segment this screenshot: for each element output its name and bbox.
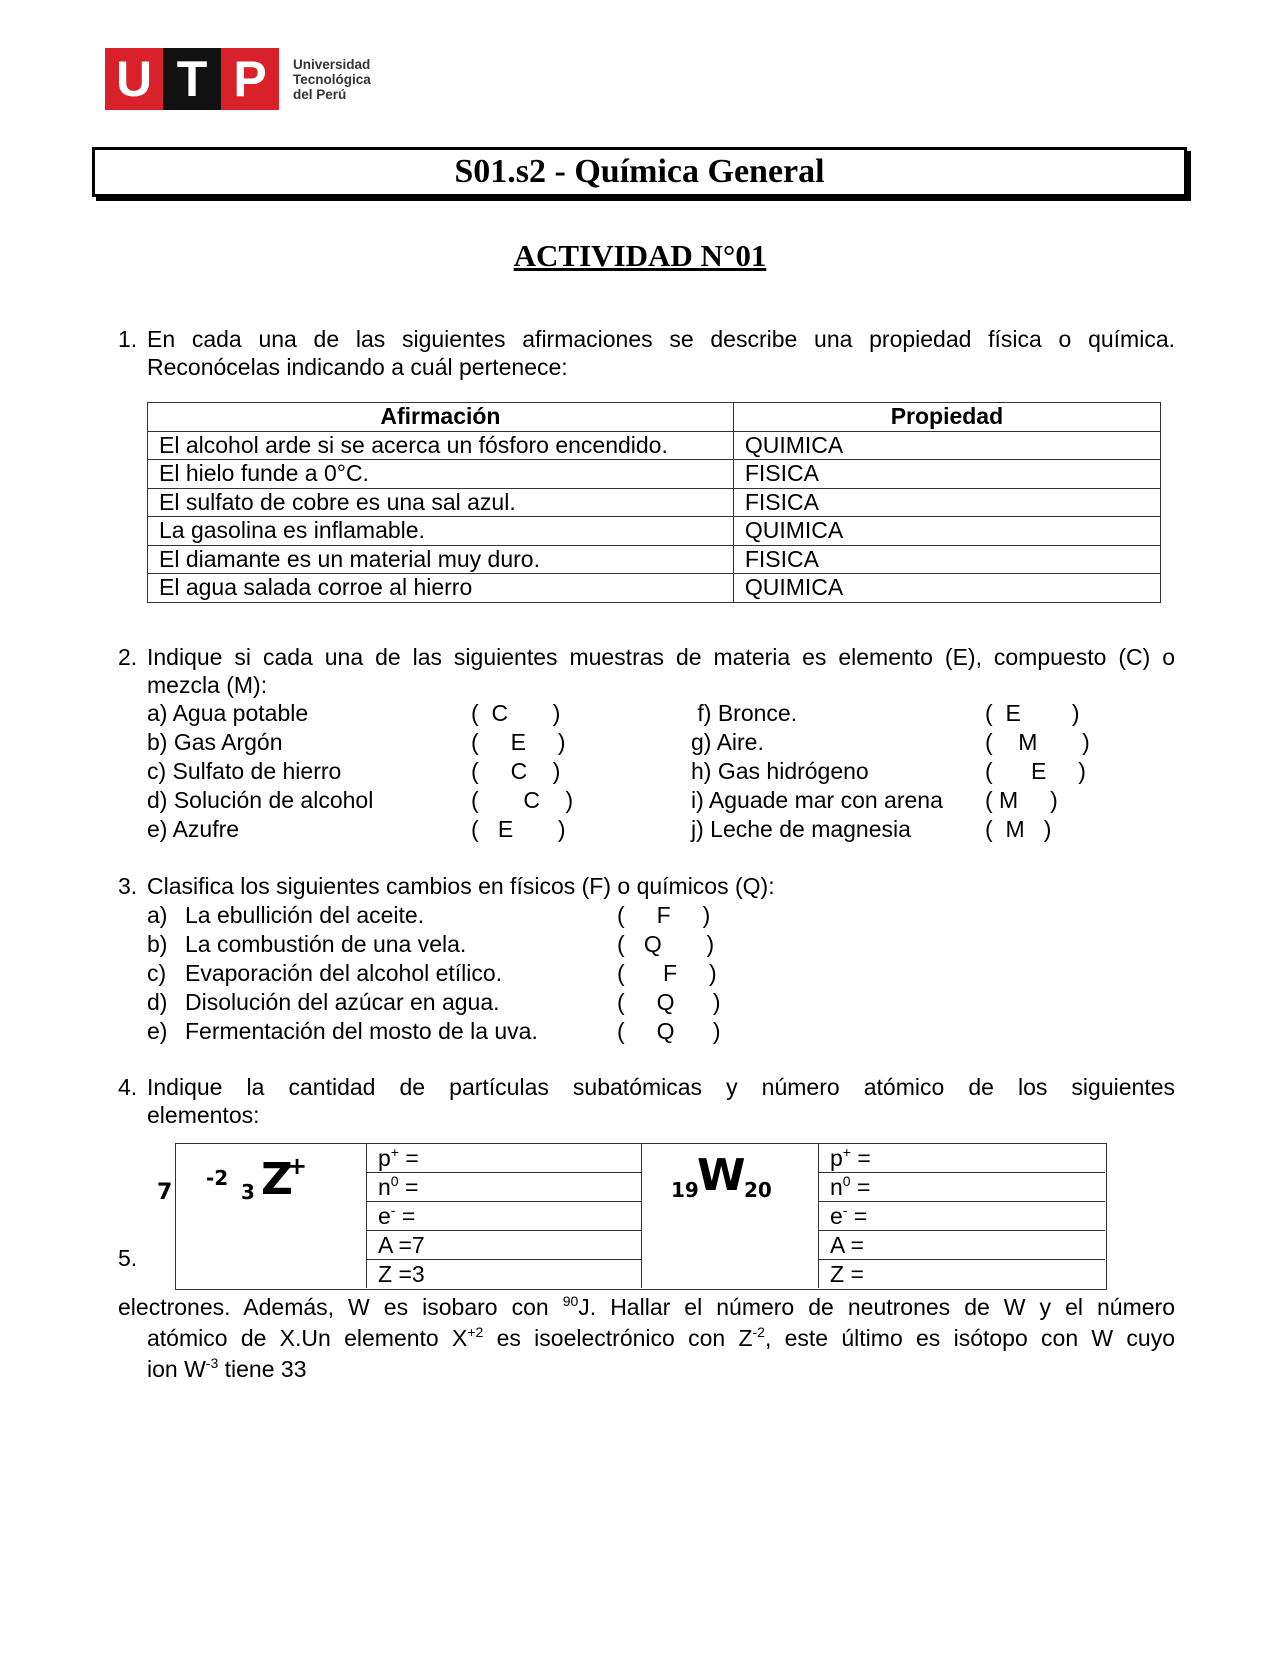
q1-text-line1: En cada una de las siguientes afirmaciones se describe una propiedad física o química. bbox=[147, 326, 1175, 352]
logo-letter-t: T bbox=[163, 48, 221, 110]
q1-table bbox=[147, 402, 1161, 603]
q3-item-letter: a) bbox=[147, 902, 168, 928]
q2-number: 2. bbox=[118, 644, 138, 670]
element2-atomic-number: 19 bbox=[671, 1178, 699, 1202]
table-row bbox=[148, 545, 1161, 574]
q2-item-answer: ( C ) bbox=[471, 758, 561, 784]
table-cell: El alcohol arde si se acerca un fósforo encendido. bbox=[148, 431, 734, 460]
table-row bbox=[148, 460, 1161, 489]
q2-item-answer: ( E ) bbox=[471, 729, 566, 755]
q3-item-label: La combustión de una vela. bbox=[185, 931, 467, 957]
table-cell: QUIMICA bbox=[733, 517, 1160, 546]
q2-item-answer: ( E ) bbox=[985, 758, 1086, 784]
table-header-propiedad: Propiedad bbox=[733, 403, 1160, 432]
table-row bbox=[148, 574, 1161, 603]
table-cell: FISICA bbox=[733, 488, 1160, 517]
page-title: S01.s2 - Química General bbox=[454, 153, 825, 190]
element2-symbol: W bbox=[697, 1150, 746, 1201]
table-cell: El agua salada corroe al hierro bbox=[148, 574, 734, 603]
q1-number: 1. bbox=[118, 326, 138, 352]
q2-item-label: a) Agua potable bbox=[147, 700, 309, 726]
q2-item-answer: ( C ) bbox=[471, 787, 574, 813]
q3-item-label: Evaporación del alcohol etílico. bbox=[185, 960, 503, 986]
logo-letter-u: U bbox=[105, 48, 163, 110]
q5-text-line2: atómico de X.Un elemento $X^{+2}$ es isoelectrónico con $Z^{-2}$, este último es isótopo con W cuyo bbox=[147, 1324, 1175, 1351]
q2-item-answer: ( M ) bbox=[985, 787, 1058, 813]
q5-text-line3: ion $W^{-3}$ tiene 33 bbox=[147, 1355, 307, 1382]
element1-row-atomic-number: Z =3 bbox=[378, 1261, 425, 1287]
element2-row-neutrons: $n^0$ = bbox=[818, 1173, 1105, 1202]
q3-item-answer: ( F ) bbox=[617, 960, 717, 986]
q2-item-label: i) Aguade mar con arena bbox=[691, 787, 943, 813]
q2-text-line1: Indique si cada una de las siguientes muestras de materia es elemento (E), compuesto (C) o bbox=[147, 644, 1175, 670]
q3-item-label: Fermentación del mosto de la uva. bbox=[185, 1018, 538, 1044]
q2-item-answer: ( E ) bbox=[471, 816, 566, 842]
q3-item-answer: ( Q ) bbox=[617, 989, 721, 1015]
table-row bbox=[148, 517, 1161, 546]
element2-row-protons: p+ = bbox=[818, 1144, 1105, 1173]
element1-charge: -2 bbox=[206, 1166, 229, 1190]
q3-number: 3. bbox=[118, 873, 138, 899]
table-cell: FISICA bbox=[733, 460, 1160, 489]
element2-row-electrons: e- = bbox=[818, 1202, 1105, 1231]
q4-text-line1: Indique la cantidad de partículas subatómicas y número atómico de los siguientes bbox=[147, 1074, 1175, 1100]
q2-item-label: b) Gas Argón bbox=[147, 729, 283, 755]
table-cell: QUIMICA bbox=[733, 574, 1160, 603]
table-row bbox=[148, 488, 1161, 517]
table-cell: El sulfato de cobre es una sal azul. bbox=[148, 488, 734, 517]
q2-text-line2: mezcla (M): bbox=[147, 672, 268, 698]
q3-item-label: Disolución del azúcar en agua. bbox=[185, 989, 500, 1015]
q2-item-label: f) Bronce. bbox=[691, 700, 798, 726]
logo-letter-p: P bbox=[221, 48, 279, 110]
table-cell: La gasolina es inflamable. bbox=[148, 517, 734, 546]
table-cell: FISICA bbox=[733, 545, 1160, 574]
table-cell: QUIMICA bbox=[733, 431, 1160, 460]
table-cell: El hielo funde a 0°C. bbox=[148, 460, 734, 489]
q2-item-label: j) Leche de magnesia bbox=[691, 816, 911, 842]
element1-cell bbox=[176, 1144, 367, 1288]
q2-item-label: c) Sulfato de hierro bbox=[147, 758, 342, 784]
q3-item-label: La ebullición del aceite. bbox=[185, 902, 425, 928]
element2-particles bbox=[818, 1144, 1105, 1288]
q3-item-answer: ( Q ) bbox=[617, 931, 715, 957]
q5-number: 5. bbox=[118, 1245, 138, 1271]
q3-item-letter: d) bbox=[147, 989, 168, 1015]
element1-row-mass-number: A =7 bbox=[366, 1231, 641, 1260]
q3-item-letter: c) bbox=[147, 960, 167, 986]
q3-item-answer: ( F ) bbox=[617, 902, 711, 928]
q4-number: 4. bbox=[118, 1074, 138, 1100]
q2-item-label: h) Gas hidrógeno bbox=[691, 758, 869, 784]
q2-item-label: e) Azufre bbox=[147, 816, 240, 842]
logo-university-name: Universidad Tecnológica del Perú bbox=[293, 57, 371, 102]
table-header-afirmacion: Afirmación bbox=[148, 403, 734, 432]
q3-item-letter: e) bbox=[147, 1018, 168, 1044]
table-cell: El diamante es un material muy duro. bbox=[148, 545, 734, 574]
utp-logo bbox=[105, 48, 371, 110]
element1-particles bbox=[366, 1144, 642, 1288]
q5-text-line1: electrones. Además, W es isobaro con $^{90}$J. Hallar el número de neutrones de W y el número bbox=[118, 1293, 1175, 1320]
q2-item-answer: ( C ) bbox=[471, 700, 561, 726]
q2-item-answer: ( M ) bbox=[985, 729, 1090, 755]
element2-row-mass-number: A = bbox=[818, 1231, 1105, 1260]
element2-row-atomic-number: Z = bbox=[830, 1261, 864, 1287]
element1-row-electrons: e- = bbox=[366, 1202, 641, 1231]
q4-elements-table bbox=[175, 1143, 1107, 1290]
element2-cell bbox=[641, 1144, 819, 1288]
element1-symbol: Z bbox=[261, 1154, 293, 1205]
title-box bbox=[92, 147, 1187, 197]
q1-text-line2: Reconócelas indicando a cuál pertenece: bbox=[147, 354, 568, 380]
element1-row-neutrons: $n^0$ = bbox=[366, 1173, 641, 1202]
q2-item-label: g) Aire. bbox=[691, 729, 764, 755]
element1-row-protons: p+ = bbox=[366, 1144, 641, 1173]
q2-item-answer: ( M ) bbox=[985, 816, 1052, 842]
q4-text-line2: elementos: bbox=[147, 1102, 260, 1128]
activity-title: ACTIVIDAD N°01 bbox=[513, 238, 767, 273]
table-row bbox=[148, 431, 1161, 460]
q3-item-letter: b) bbox=[147, 931, 168, 957]
element1-atomic-number: 3 bbox=[241, 1180, 255, 1204]
element1-sign: + bbox=[287, 1152, 308, 1180]
q2-item-label: d) Solución de alcohol bbox=[147, 787, 374, 813]
q4-stray-number: 7 bbox=[157, 1180, 173, 1205]
table-header-row bbox=[148, 403, 1161, 432]
element2-neutrons: 20 bbox=[744, 1178, 772, 1202]
q2-item-answer: ( E ) bbox=[985, 700, 1080, 726]
q3-text: Clasifica los siguientes cambios en físicos (F) o químicos (Q): bbox=[147, 873, 775, 899]
q3-item-answer: ( Q ) bbox=[617, 1018, 721, 1044]
